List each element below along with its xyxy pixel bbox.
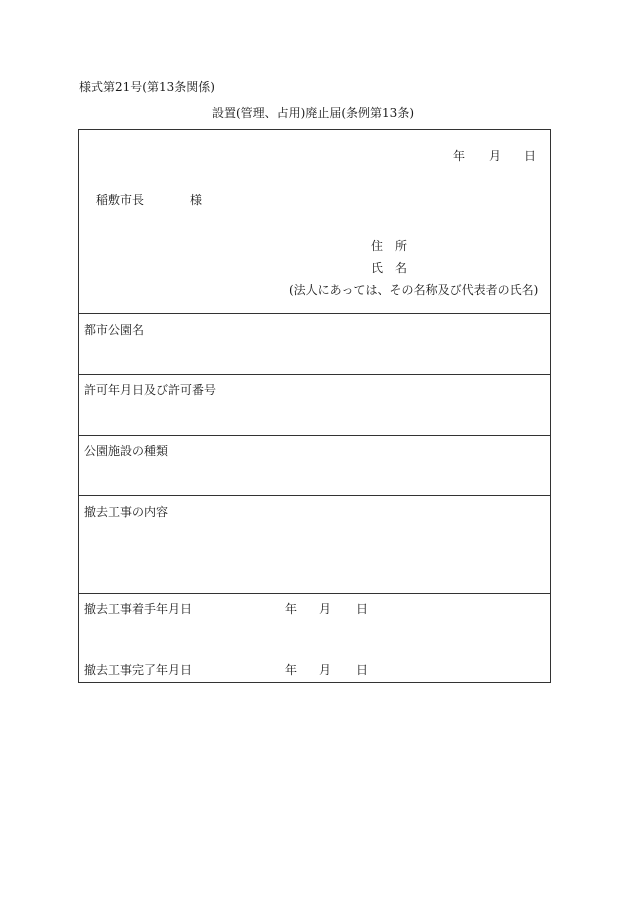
form-title: 設置(管理、占用)廃止届(条例第13条) [212, 106, 414, 120]
removal-content-label: 撤去工事の内容 [84, 505, 169, 519]
name-label-a: 氏 [371, 261, 384, 275]
form-table [78, 129, 551, 683]
completion-day-unit: 日 [356, 663, 369, 677]
corporate-note: (法人にあっては、その名称及び代表者の氏名) [289, 283, 539, 297]
divider [79, 313, 550, 314]
honorific: 様 [190, 193, 203, 207]
divider [79, 495, 550, 496]
facility-type-label: 公園施設の種類 [84, 444, 169, 458]
start-date-label: 撤去工事着手年月日 [84, 602, 193, 616]
completion-month-unit: 月 [319, 663, 332, 677]
date-year-label: 年 [453, 149, 466, 163]
form-number: 様式第21号(第13条関係) [79, 80, 215, 94]
addressee: 稲敷市長 [96, 193, 145, 207]
name-label-b: 名 [395, 261, 408, 275]
divider [79, 593, 550, 594]
address-label-b: 所 [395, 239, 408, 253]
park-name-label: 都市公園名 [84, 323, 145, 337]
divider [79, 435, 550, 436]
start-month-unit: 月 [319, 602, 332, 616]
start-day-unit: 日 [356, 602, 369, 616]
address-label-a: 住 [371, 239, 384, 253]
date-month-label: 月 [489, 149, 502, 163]
completion-year-unit: 年 [285, 663, 298, 677]
permit-label: 許可年月日及び許可番号 [84, 383, 217, 397]
start-year-unit: 年 [285, 602, 298, 616]
date-day-label: 日 [524, 149, 537, 163]
completion-date-label: 撤去工事完了年月日 [84, 663, 193, 677]
divider [79, 374, 550, 375]
